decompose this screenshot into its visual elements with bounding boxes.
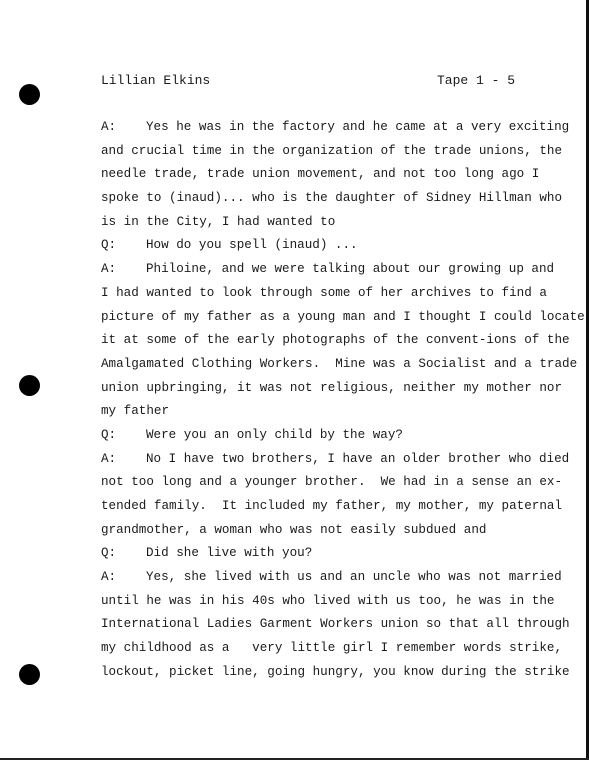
punch-hole-icon (19, 84, 40, 105)
line-text: until he was in his 40s who lived with us too, he was in the (101, 593, 555, 608)
line-text: International Ladies Garment Workers union so that all through (101, 617, 570, 632)
speaker-label: A: (101, 262, 117, 277)
line-text: lockout, picket line, going hungry, you know during the strike (101, 664, 570, 679)
transcript-line (101, 593, 555, 617)
speaker-label: A: (101, 120, 117, 134)
line-text: and crucial time in the organization of the trade unions, the (101, 143, 563, 158)
line-text: No I have two brothers, I have an older brother who died (146, 451, 570, 466)
line-text: Amalgamated Clothing Workers. Mine was a Socialist and a trade (101, 356, 578, 371)
speaker-label: A: (101, 570, 117, 585)
transcript-line (101, 285, 551, 309)
transcript-body (101, 119, 585, 688)
transcript-line (101, 261, 555, 285)
transcript-line (101, 119, 570, 143)
punch-hole-icon (19, 375, 40, 396)
transcript-line (101, 474, 563, 498)
transcript-line (101, 427, 551, 451)
transcript-line (101, 143, 563, 167)
line-text: Did she live with you? (146, 546, 313, 561)
transcript-line (101, 451, 570, 475)
transcript-line (101, 640, 563, 664)
interviewee-name: Lillian Elkins (101, 73, 211, 88)
transcript-line (101, 237, 551, 261)
transcript-line (101, 569, 562, 593)
speaker-label: Q: (101, 238, 117, 253)
transcript-line (101, 166, 551, 190)
line-text: is in the City, I had wanted to (101, 214, 336, 229)
line-text: grandmother, a woman who was not easily subdued and (101, 522, 487, 537)
line-text: Yes he was in the factory and he came at a very exciting (146, 120, 570, 134)
line-text: Yes, she lived with us and an uncle who was not married (146, 570, 562, 585)
line-text: my childhood as a very little girl I remember words strike, (101, 641, 563, 656)
line-text: Philoine, and we were talking about our growing up and (146, 262, 555, 277)
transcript-line (101, 356, 578, 380)
punch-hole-icon (19, 664, 40, 685)
transcript-line (101, 403, 551, 427)
transcript-line (101, 309, 585, 333)
line-text: tended family. It included my father, my mother, my paternal (101, 499, 563, 513)
line-text: spoke to (inaud)... who is the daughter of Sidney Hillman who (101, 191, 563, 206)
line-text: needle trade, trade union movement, and not too long ago I (101, 167, 540, 182)
speaker-label: Q: (101, 427, 117, 442)
tape-label: Tape 1 - 5 (436, 73, 515, 88)
speaker-label: Q: (101, 546, 117, 561)
line-text: my father (101, 404, 170, 419)
line-text: picture of my father as a young man and I thought I could locate (101, 309, 585, 324)
transcript-line (101, 664, 570, 688)
transcript-line (101, 190, 563, 214)
line-text: it at some of the early photographs of the convent-ions of the (101, 333, 570, 348)
transcript-line (101, 616, 570, 640)
transcript-line (101, 498, 563, 522)
line-text: I had wanted to look through some of her archives to find a (101, 285, 547, 300)
transcript-line (101, 380, 563, 404)
line-text: Were you an only child by the way? (146, 427, 403, 442)
transcript-line (101, 214, 551, 238)
transcript-line (101, 332, 570, 356)
transcript-line (101, 545, 551, 569)
line-text: union upbringing, it was not religious, neither my mother nor (101, 380, 563, 395)
transcript-line (101, 522, 551, 546)
speaker-label: A: (101, 451, 117, 466)
line-text: not too long and a younger brother. We had in a sense an ex- (101, 475, 563, 490)
line-text: How do you spell (inaud) ... (146, 238, 358, 253)
